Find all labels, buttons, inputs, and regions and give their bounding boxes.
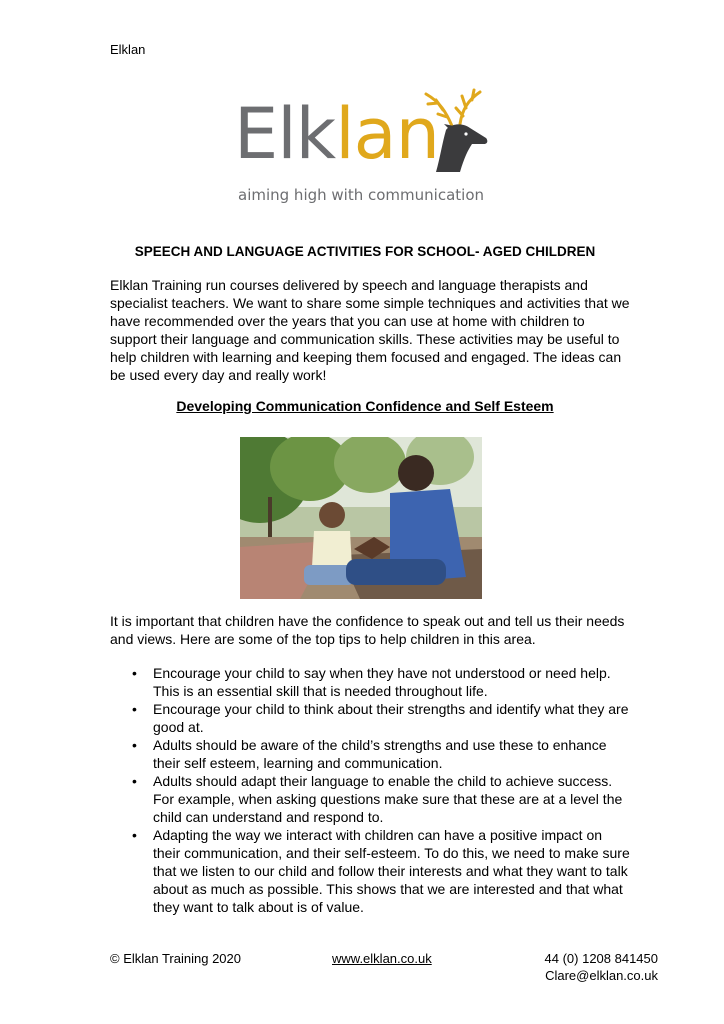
page-title: SPEECH AND LANGUAGE ACTIVITIES FOR SCHOOL- AGED CHILDREN bbox=[134, 244, 596, 259]
logo-wordmark bbox=[234, 86, 439, 182]
logo-wordmark-grey: Elk bbox=[234, 93, 336, 175]
bullet-icon: • bbox=[132, 827, 137, 843]
elklan-logo bbox=[232, 86, 492, 216]
tip-text: Adults should adapt their language to enable the child to achieve success. For example, when asking questions make sure that these are at a level the child can understand and respond to. bbox=[153, 773, 623, 825]
list-item bbox=[110, 772, 630, 826]
section-heading: Developing Communication Confidence and Self Esteem bbox=[176, 398, 554, 414]
photo-illustration bbox=[240, 437, 482, 599]
document-header: Elklan bbox=[110, 42, 146, 57]
logo-wordmark-gold: lan bbox=[335, 93, 439, 175]
bullet-icon: • bbox=[132, 665, 137, 681]
footer-email: Clare@elklan.co.uk bbox=[545, 968, 658, 983]
tip-text: Encourage your child to say when they have not understood or need help. This is an essential skill that is needed throughout life. bbox=[153, 665, 611, 699]
bullet-icon: • bbox=[132, 701, 137, 717]
footer-phone: 44 (0) 1208 841450 bbox=[544, 951, 658, 966]
elk-head-icon bbox=[416, 86, 492, 172]
tips-list bbox=[110, 664, 630, 916]
father-child-photo bbox=[240, 437, 482, 599]
tip-text: Adapting the way we interact with children can have a positive impact on their communication, and their self-esteem. To do this, we need to make sure that we listen to our child and follow their interests and what they want to talk about as much as possible. This shows that we are interested and that what they want to talk about is of value. bbox=[153, 827, 630, 915]
list-item bbox=[110, 700, 630, 736]
footer-contact bbox=[545, 950, 658, 984]
bullet-icon: • bbox=[132, 737, 137, 753]
tip-text: Adults should be aware of the child’s strengths and use these to enhance their self esteem, learning and communication. bbox=[153, 737, 607, 771]
list-item bbox=[110, 736, 630, 772]
tip-text: Encourage your child to think about their strengths and identify what they are good at. bbox=[153, 701, 629, 735]
list-item bbox=[110, 664, 630, 700]
logo-tagline: aiming high with communication bbox=[238, 186, 484, 204]
list-item bbox=[110, 826, 630, 916]
website-link[interactable]: www.elklan.co.uk bbox=[332, 951, 432, 966]
bullet-icon: • bbox=[132, 773, 137, 789]
lead-paragraph: It is important that children have the confidence to speak out and tell us their needs and views. Here are some of the top tips to help children in this area. bbox=[110, 613, 625, 647]
intro-paragraph: Elklan Training run courses delivered by speech and language therapists and specialist teachers. We want to share some simple techniques and activities that we have recommended over the years that you can use at home with children to support their language and communication skills. These activities may be useful to help children with learning and keeping them focused and engaged. The ideas can be used every day and really work! bbox=[110, 277, 630, 383]
footer-copyright: © Elklan Training 2020 bbox=[110, 951, 241, 966]
